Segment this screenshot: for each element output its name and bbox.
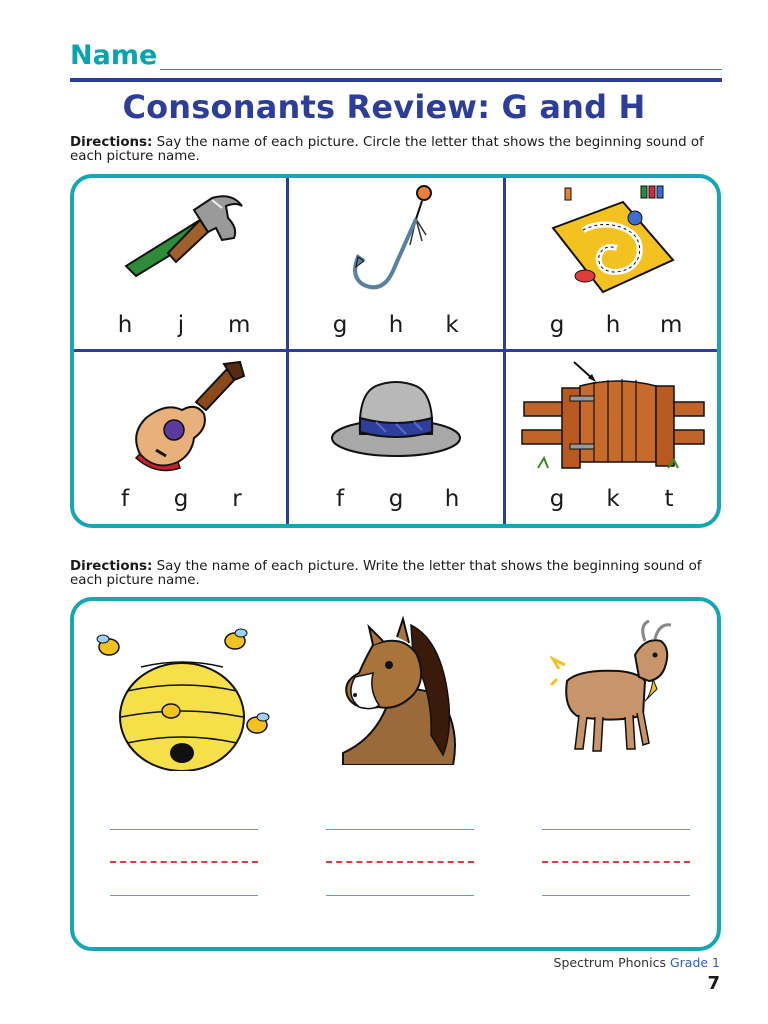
guide-top-line (110, 829, 258, 830)
write-cell-horse (290, 601, 506, 947)
letter-option[interactable]: g (332, 312, 348, 338)
directions-write (70, 560, 720, 588)
beehive-icon (87, 621, 277, 771)
letter-option[interactable]: g (388, 486, 404, 512)
guide-mid-line (110, 861, 258, 863)
letter-choices (289, 486, 503, 512)
letter-option[interactable]: t (664, 486, 674, 512)
gate-icon (518, 356, 708, 476)
picture-cell-guitar (74, 352, 288, 524)
letter-option[interactable]: m (660, 312, 683, 338)
letter-option[interactable]: f (120, 486, 130, 512)
directions-text: Say the name of each picture. Circle the letter that shows the beginning sound of each picture name. (70, 135, 704, 164)
horse-icon (333, 615, 463, 765)
letter-option[interactable]: r (232, 486, 242, 512)
guide-base-line (542, 895, 690, 896)
board-game-icon (543, 180, 683, 300)
series-name: Spectrum Phonics (553, 955, 666, 970)
letter-option[interactable]: k (606, 486, 620, 512)
directions-label: Directions: (70, 559, 153, 574)
letter-option[interactable]: h (388, 312, 404, 338)
hat-icon (326, 374, 466, 474)
directions-label: Directions: (70, 135, 153, 150)
hook-icon (336, 183, 456, 298)
letter-choices (74, 486, 288, 512)
letter-option[interactable]: f (335, 486, 345, 512)
letter-option[interactable]: k (445, 312, 459, 338)
write-cell-beehive (74, 601, 290, 947)
letter-option[interactable]: h (117, 312, 133, 338)
guide-base-line (110, 895, 258, 896)
name-row (70, 40, 722, 72)
write-letter-lines[interactable] (110, 821, 258, 893)
picture-cell-game (506, 178, 720, 350)
write-letter-lines[interactable] (326, 821, 474, 893)
picture-cell-gate (506, 352, 720, 524)
letter-option[interactable]: h (444, 486, 460, 512)
letter-choices (506, 486, 720, 512)
letter-choices (289, 312, 503, 338)
guide-top-line (326, 829, 474, 830)
guide-mid-line (542, 861, 690, 863)
letter-choices (506, 312, 720, 338)
guitar-icon (116, 358, 246, 473)
letter-option[interactable]: h (605, 312, 621, 338)
picture-cell-hammer (74, 178, 288, 350)
letter-choices (74, 312, 288, 338)
hammer-icon (116, 188, 246, 278)
grade-label: Grade 1 (669, 955, 720, 970)
footer-series (554, 955, 720, 970)
top-rule (70, 78, 722, 82)
letter-option[interactable]: m (228, 312, 251, 338)
write-letter-panel (70, 597, 721, 951)
letter-option[interactable]: j (177, 312, 185, 338)
directions-text: Say the name of each picture. Write the letter that shows the beginning sound of each picture name. (70, 559, 702, 588)
letter-option[interactable]: g (173, 486, 189, 512)
goat-icon (549, 619, 679, 759)
letter-option[interactable]: g (549, 312, 565, 338)
name-write-line[interactable] (160, 69, 722, 70)
write-letter-lines[interactable] (542, 821, 690, 893)
page-title: Consonants Review: G and H (122, 88, 646, 126)
directions-circle (70, 136, 720, 164)
guide-mid-line (326, 861, 474, 863)
circle-letter-panel (70, 174, 721, 528)
write-cell-goat (506, 601, 721, 947)
guide-top-line (542, 829, 690, 830)
picture-cell-hook (289, 178, 503, 350)
picture-cell-hat (289, 352, 503, 524)
letter-option[interactable]: g (549, 486, 565, 512)
page-number: 7 (707, 973, 720, 994)
name-label: Name (70, 40, 158, 71)
guide-base-line (326, 895, 474, 896)
